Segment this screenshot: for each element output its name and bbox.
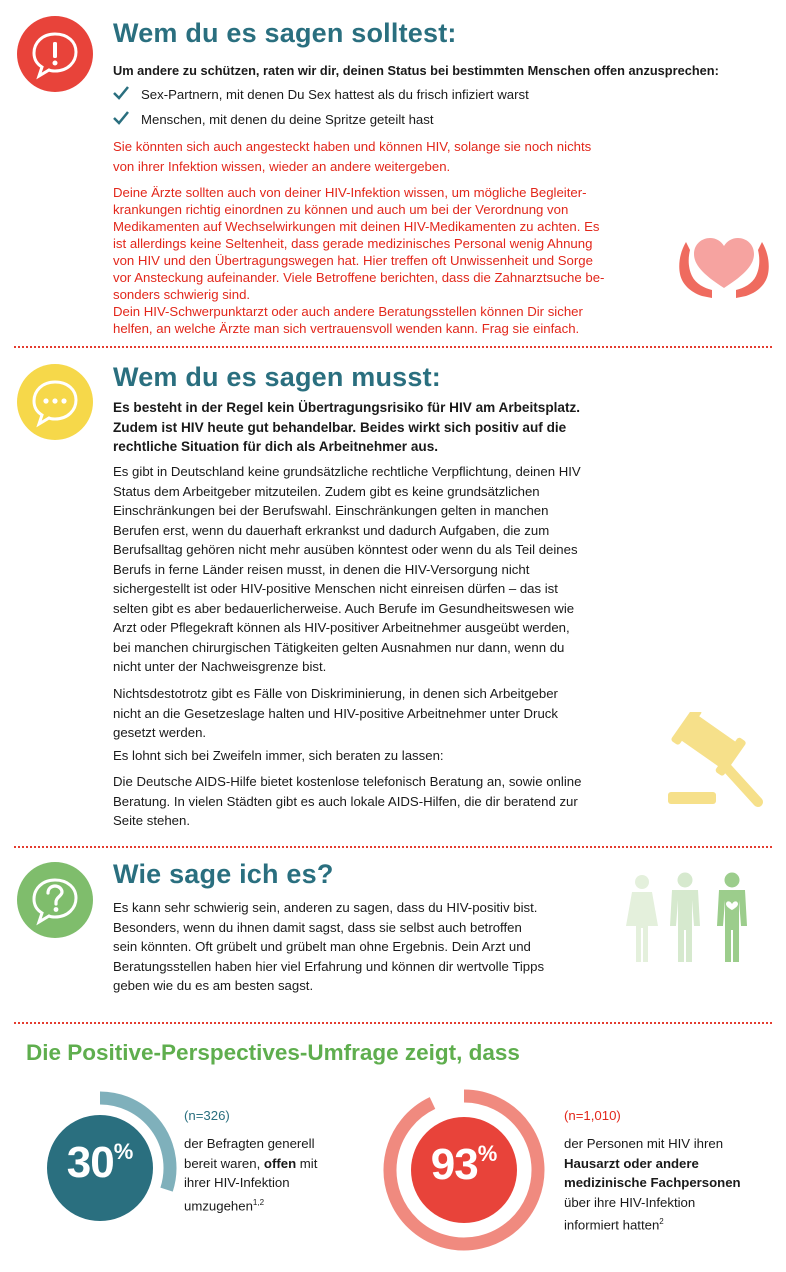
paragraph-discrimination: Nichtsdestotrotz gibt es Fälle von Diskriminierung, in denen sich Arbeitgeber nicht an die Gesetzeslage halten und HIV-positive Arbeitnehmer unter Druck gesetzt werden. <box>113 686 558 740</box>
question-bubble-icon <box>17 862 93 938</box>
people-group-icon <box>622 870 752 966</box>
section-divider <box>14 846 772 848</box>
stat-30-value: 30% <box>66 1138 134 1187</box>
heart-in-hands-icon <box>672 230 776 302</box>
paragraph-aids-hilfe: Die Deutsche AIDS-Hilfe bietet kostenlose telefonisch Beratung an, sowie online Beratung. In vielen Städten gibt es auch lokale AIDS-Hilfen, die dir beratend zur Seite stehen. <box>113 774 582 828</box>
checkmark-icon <box>113 86 129 100</box>
checkmark-icon <box>113 111 129 125</box>
stat-93-sample: (n=1,010) <box>564 1108 621 1123</box>
section-divider <box>14 346 772 348</box>
recipients-list <box>113 85 673 135</box>
stat-93-value: 93% <box>430 1140 498 1189</box>
stat-30-description: der Befragten generell bereit waren, offen mit ihrer HIV-Infektion umzugehen$^{1,2}$ <box>184 1136 318 1213</box>
gavel-icon <box>662 712 770 812</box>
paragraph-doctors: Deine Ärzte sollten auch von deiner HIV-Infektion wissen, um mögliche Begleiter- krankungen richtig einordnen zu können und auch um bei der Verordnung von Medikamenten auf Wechselwirkungen mit deinen HIV-Medikamenten zu achten. Es ist allerdings keine Seltenheit, dass gerade medizinisches Personal wenig Ahnung von HIV und den Übertragungswegen hat. Hier treffen oft Unwissenheit und Sorge vor Ansteckung aufeinander. Viele Betroffene berichten, dass die Zahnarztsuche be- sonders schwierig sind. Dein HIV-Schwerpunktarzt oder auch andere Beratungsstellen können Dir sicher helfen, an welche Ärzte man sich vertrauensvoll wenden kann. Frag sie einfach. <box>113 185 605 336</box>
section-lead: Es besteht in der Regel kein Übertragungsrisiko für HIV am Arbeitsplatz. Zudem ist HIV heute gut behandelbar. Beides wirkt sich positiv auf die rechtliche Situation für dich als Arbeitnehmer aus. <box>113 400 581 454</box>
stat-93-description: der Personen mit HIV ihren Hausarzt oder andere medizinische Fachpersonen über ihre HIV-Infektion informiert hatten$^2$ <box>564 1136 741 1233</box>
section-title-musst: Wem du es sagen musst: <box>113 362 441 392</box>
survey-title: Die Positive-Perspectives-Umfrage zeigt, dass <box>26 1040 520 1065</box>
stat-30-sample: (n=326) <box>184 1108 230 1123</box>
alert-speech-bubble-icon <box>17 16 93 92</box>
section-title-wie: Wie sage ich es? <box>113 859 334 889</box>
list-item: Menschen, mit denen du deine Spritze geteilt hast <box>113 110 673 129</box>
section-title-solltest: Wem du es sagen solltest: <box>113 18 457 48</box>
section-divider <box>14 1022 772 1024</box>
paragraph-legal: Es gibt in Deutschland keine grundsätzliche rechtliche Verpflichtung, deinen HIV Status dem Arbeitgeber mitzuteilen. Zudem gibt es keine grundsätzlichen Einschränkungen bei der Berufswahl. Einschränkungen gelten in manchen Berufen erst, wenn du dauerhaft erkrankst und dadurch Aufgaben, die zum Berufsalltag gehören nicht mehr ausüben könntest oder wenn du als Teil deines Berufs in ferne Länder reisen musst, in denen die HIV-Versorgung nicht sichergestellt ist oder HIV-positive Menschen nicht einreisen dürfen – das ist selten gibt es aber bedauerlicherweise. Auch Berufe im Gesundheitswesen wie Arzt oder Pflegekraft können als HIV-positiver Arbeitnehmer ausgeübt werden, bei manchen chirurgischen Tätigkeiten gelten Ausnahmen nur dann, wenn du nicht unter der Nachweisgrenze bist. <box>113 464 581 674</box>
section-lead: Um andere zu schützen, raten wir dir, deinen Status bei bestimmten Menschen offen anzusprechen: <box>113 63 719 78</box>
paragraph-advice: Es lohnt sich bei Zweifeln immer, sich beraten zu lassen: <box>113 748 444 763</box>
paragraph-how-to-tell: Es kann sehr schwierig sein, anderen zu sagen, dass du HIV-positiv bist. Besonders, wenn du ihnen damit sagst, dass sie selbst auch betroffen sein könnten. Oft grübelt und grübelt man ohne Ergebnis. Dein Arzt und Beratungsstellen haben hier viel Erfahrung und können dir wertvolle Tipps geben wie du es am besten sagst. <box>113 900 545 993</box>
paragraph-infection-risk: Sie könnten sich auch angesteckt haben und können HIV, solange sie noch nichts von ihrer Infektion wissen, wieder an andere weitergeben. <box>113 139 592 174</box>
list-item: Sex-Partnern, mit denen Du Sex hattest als du frisch infiziert warst <box>113 85 673 104</box>
chat-bubble-icon <box>17 364 93 440</box>
